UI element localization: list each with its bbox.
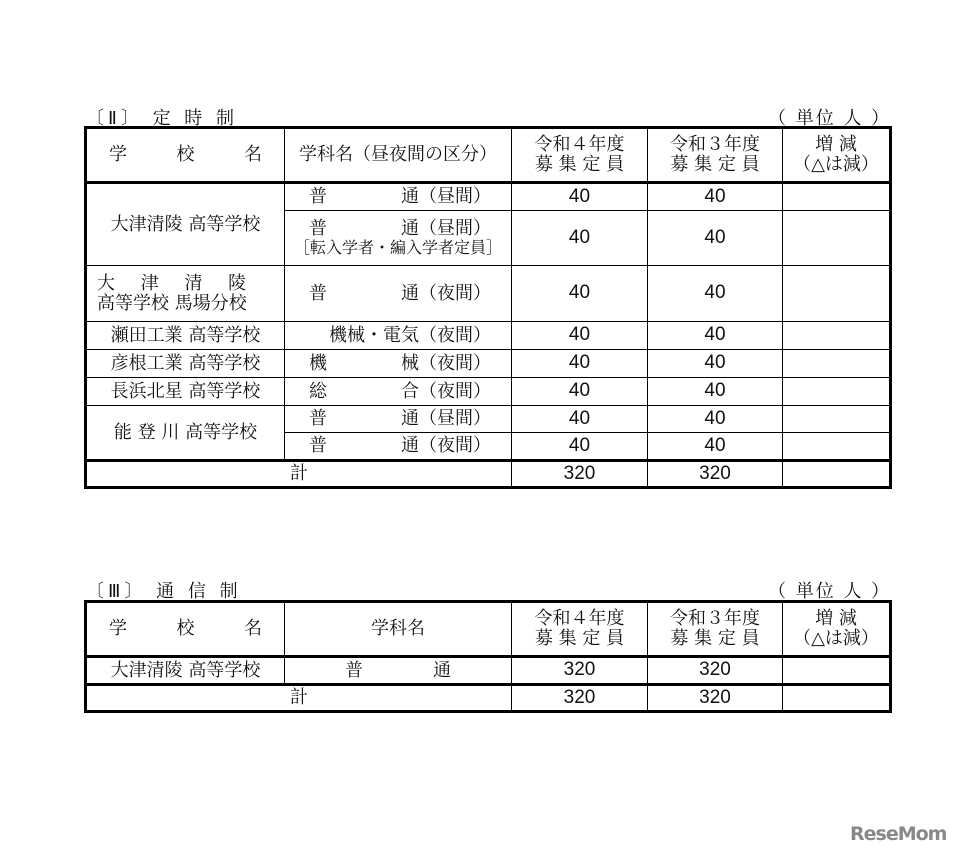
r4-quota: 40: [512, 378, 648, 406]
resemom-watermark-logo: ReseMom: [850, 823, 947, 845]
school-name: 長浜北星 高等学校: [86, 378, 285, 406]
table-row: [86, 350, 891, 378]
total-r3: 320: [648, 685, 783, 712]
header-diff: 増 減 （△は減）: [783, 602, 891, 657]
transfer-note: ［転入学者・編入学者定員］: [293, 238, 502, 258]
total-label: 計: [86, 461, 512, 488]
dept-name: 機械・電気（夜間）: [285, 322, 512, 350]
dept-name: 普 通（昼間）: [285, 183, 512, 211]
table-row: [86, 378, 891, 406]
header-dept: 学科名: [285, 602, 512, 657]
total-diff: [783, 461, 891, 488]
header-r3: 令和３年度 募 集 定 員: [648, 128, 783, 183]
school-name: 大津清陵 高等学校: [86, 657, 285, 685]
dept-name: 総 合（夜間）: [285, 378, 512, 406]
header-r4: 令和４年度 募 集 定 員: [512, 128, 648, 183]
r4-quota: 40: [512, 406, 648, 433]
diff: [783, 433, 891, 461]
total-r4: 320: [512, 685, 648, 712]
r3-quota: 40: [648, 183, 783, 211]
dept-name: 普 通（昼間）: [285, 406, 512, 433]
section3-title: 〔Ⅲ〕 通 信 制: [86, 581, 242, 602]
header-row: [86, 128, 891, 183]
school-name: 彦根工業 高等学校: [86, 350, 285, 378]
diff: [783, 211, 891, 266]
total-diff: [783, 685, 891, 712]
r3-quota: 40: [648, 350, 783, 378]
r3-quota: 40: [648, 211, 783, 266]
r3-quota: 40: [648, 406, 783, 433]
r4-quota: 40: [512, 211, 648, 266]
diff: [783, 350, 891, 378]
table-row: [86, 406, 891, 433]
header-row: [86, 602, 891, 657]
section3-unit: （ 単位 人 ）: [768, 581, 892, 602]
r3-quota: 40: [648, 433, 783, 461]
table-row: [86, 183, 891, 211]
header-school: 学 校 名: [86, 128, 285, 183]
diff: [783, 657, 891, 685]
r4-quota: 40: [512, 322, 648, 350]
header-diff: 増 減 （△は減）: [783, 128, 891, 183]
diff: [783, 183, 891, 211]
total-label: 計: [86, 685, 512, 712]
dept-name: 普 通: [285, 657, 512, 685]
diff: [783, 406, 891, 433]
r4-quota: 40: [512, 266, 648, 322]
header-r3: 令和３年度 募 集 定 員: [648, 602, 783, 657]
section2-title: 〔Ⅱ〕 定 時 制: [86, 108, 239, 129]
dept-name: 普 通（昼間） ［転入学者・編入学者定員］: [285, 211, 512, 266]
section2-unit: （ 単位 人 ）: [768, 108, 892, 129]
r4-quota: 320: [512, 657, 648, 685]
total-r3: 320: [648, 461, 783, 488]
r4-quota: 40: [512, 433, 648, 461]
total-row: [86, 685, 891, 712]
school-name: 大 津 清 陵 高等学校 馬場分校: [86, 266, 285, 322]
part-time-table: [84, 126, 892, 489]
diff: [783, 322, 891, 350]
school-name: 瀬田工業 高等学校: [86, 322, 285, 350]
header-school: 学 校 名: [86, 602, 285, 657]
r3-quota: 320: [648, 657, 783, 685]
r4-quota: 40: [512, 183, 648, 211]
table-row: [86, 322, 891, 350]
table-row: [86, 657, 891, 685]
total-row: [86, 461, 891, 488]
dept-name: 機 械（夜間）: [285, 350, 512, 378]
total-r4: 320: [512, 461, 648, 488]
diff: [783, 378, 891, 406]
r3-quota: 40: [648, 266, 783, 322]
table-row: [86, 266, 891, 322]
r3-quota: 40: [648, 322, 783, 350]
school-name: 大津清陵 高等学校: [86, 183, 285, 266]
header-dept: 学科名（昼夜間の区分）: [285, 128, 512, 183]
r3-quota: 40: [648, 378, 783, 406]
correspondence-table: [84, 600, 892, 713]
diff: [783, 266, 891, 322]
r4-quota: 40: [512, 350, 648, 378]
dept-name: 普 通（夜間）: [285, 266, 512, 322]
dept-name: 普 通（夜間）: [285, 433, 512, 461]
school-name: 能 登 川 高等学校: [86, 406, 285, 461]
header-r4: 令和４年度 募 集 定 員: [512, 602, 648, 657]
